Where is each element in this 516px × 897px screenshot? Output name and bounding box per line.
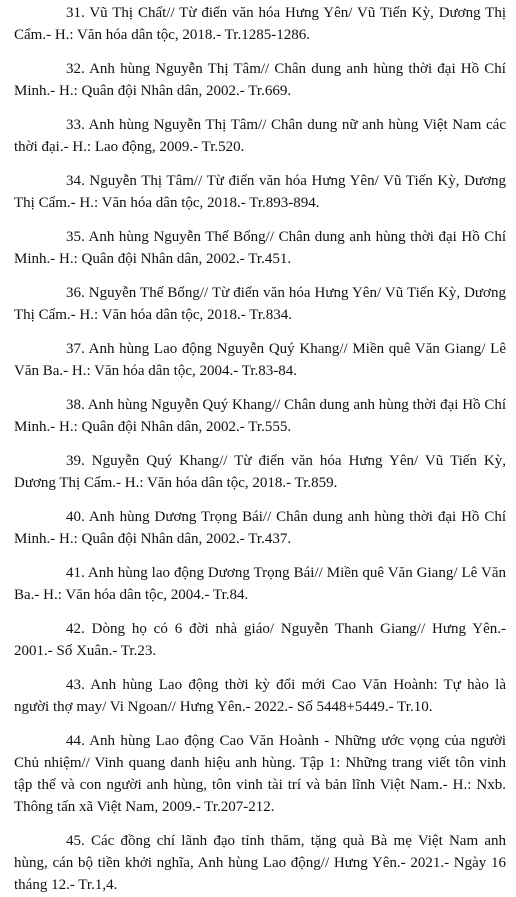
reference-number: 43. bbox=[66, 677, 85, 693]
reference-number: 41. bbox=[66, 565, 85, 581]
reference-item bbox=[14, 395, 506, 439]
reference-text: Nguyễn Thị Tâm// Từ điển văn hóa Hưng Yên/ Vũ Tiến Kỳ, Dương Thị Cẩm.- H.: Văn hóa dân tộc, 2018.- Tr.893-894. bbox=[14, 173, 507, 211]
reference-item bbox=[14, 227, 506, 271]
reference-item bbox=[14, 507, 506, 551]
reference-item bbox=[14, 59, 506, 103]
reference-item bbox=[14, 563, 506, 607]
reference-number: 33. bbox=[66, 117, 85, 133]
reference-text: Các đồng chí lãnh đạo tỉnh thăm, tặng quà Bà mẹ Việt Nam anh hùng, cán bộ tiền khởi nghĩa, Anh hùng Lao động// Hưng Yên.- 2021.- Ngày 16 tháng 12.- Tr.1,4. bbox=[14, 832, 507, 893]
reference-item bbox=[14, 115, 506, 159]
reference-number: 38. bbox=[66, 397, 85, 413]
reference-text: Anh hùng Lao động thời kỳ đổi mới Cao Văn Hoành: Tự hào là người thợ may/ Vi Ngoan// Hưng Yên.- 2022.- Số 5448+5449.- Tr.10. bbox=[14, 677, 506, 715]
reference-number: 34. bbox=[66, 173, 85, 189]
reference-number: 31. bbox=[66, 5, 85, 21]
reference-number: 44. bbox=[66, 733, 85, 749]
reference-item bbox=[14, 831, 506, 897]
reference-item bbox=[14, 283, 506, 327]
reference-item bbox=[14, 3, 506, 47]
reference-item bbox=[14, 619, 506, 663]
reference-number: 36. bbox=[66, 285, 85, 301]
reference-text: Anh hùng Nguyễn Thế Bổng// Chân dung anh hùng thời đại Hồ Chí Minh.- H.: Quân đội Nhân dân, 2002.- Tr.451. bbox=[14, 229, 506, 267]
reference-text: Anh hùng lao động Dương Trọng Bái// Miền quê Văn Giang/ Lê Văn Ba.- H.: Văn hóa dân tộc, 2004.- Tr.84. bbox=[14, 565, 506, 603]
reference-number: 45. bbox=[66, 832, 85, 849]
reference-text: Dòng họ có 6 đời nhà giáo/ Nguyễn Thanh Giang// Hưng Yên.- 2001.- Số Xuân.- Tr.23. bbox=[14, 621, 507, 659]
reference-number: 32. bbox=[66, 61, 85, 77]
reference-text: Vũ Thị Chất// Từ điển văn hóa Hưng Yên/ Vũ Tiến Kỳ, Dương Thị Cẩm.- H.: Văn hóa dân tộc, 2018.- Tr.1285-1286. bbox=[14, 5, 506, 43]
reference-number: 37. bbox=[66, 341, 85, 357]
reference-text: Anh hùng Lao động Nguyễn Quý Khang// Miền quê Văn Giang/ Lê Văn Ba.- H.: Văn hóa dân tộc, 2004.- Tr.83-84. bbox=[14, 341, 506, 379]
reference-text: Nguyễn Quý Khang// Từ điển văn hóa Hưng Yên/ Vũ Tiến Kỳ, Dương Thị Cẩm.- H.: Văn hóa dân tộc, 2018.- Tr.859. bbox=[14, 453, 507, 491]
reference-item bbox=[14, 451, 506, 495]
reference-text: Anh hùng Nguyễn Thị Tâm// Chân dung nữ anh hùng Việt Nam các thời đại.- H.: Lao động, 2009.- Tr.520. bbox=[14, 117, 506, 155]
reference-number: 42. bbox=[66, 621, 85, 637]
reference-number: 39. bbox=[66, 453, 85, 469]
reference-number: 35. bbox=[66, 229, 85, 245]
reference-item bbox=[14, 171, 506, 215]
reference-text: Anh hùng Dương Trọng Bái// Chân dung anh hùng thời đại Hồ Chí Minh.- H.: Quân đội Nhân dân, 2002.- Tr.437. bbox=[14, 509, 506, 547]
reference-text: Anh hùng Nguyễn Thị Tâm// Chân dung anh hùng thời đại Hồ Chí Minh.- H.: Quân đội Nhân dân, 2002.- Tr.669. bbox=[14, 61, 506, 99]
reference-item bbox=[14, 731, 506, 819]
reference-text: Anh hùng Nguyễn Quý Khang// Chân dung anh hùng thời đại Hồ Chí Minh.- H.: Quân đội Nhân dân, 2002.- Tr.555. bbox=[14, 397, 506, 435]
reference-item bbox=[14, 339, 506, 383]
reference-text: Nguyễn Thế Bổng// Từ điển văn hóa Hưng Yên/ Vũ Tiến Kỳ, Dương Thị Cẩm.- H.: Văn hóa dân tộc, 2018.- Tr.834. bbox=[14, 285, 506, 323]
reference-number: 40. bbox=[66, 509, 85, 525]
reference-text: Anh hùng Lao động Cao Văn Hoành - Những ước vọng của người Chủ nhiệm// Vinh quang danh hiệu anh hùng. Tập 1: Những trang viết tôn vinh tập thể và con người anh hùng, tôn vinh tài trí và bản lĩnh Việt Nam.- H.: Nxb. Thông tấn xã Việt Nam, 2009.- Tr.207-212. bbox=[14, 733, 506, 815]
reference-item bbox=[14, 675, 506, 719]
